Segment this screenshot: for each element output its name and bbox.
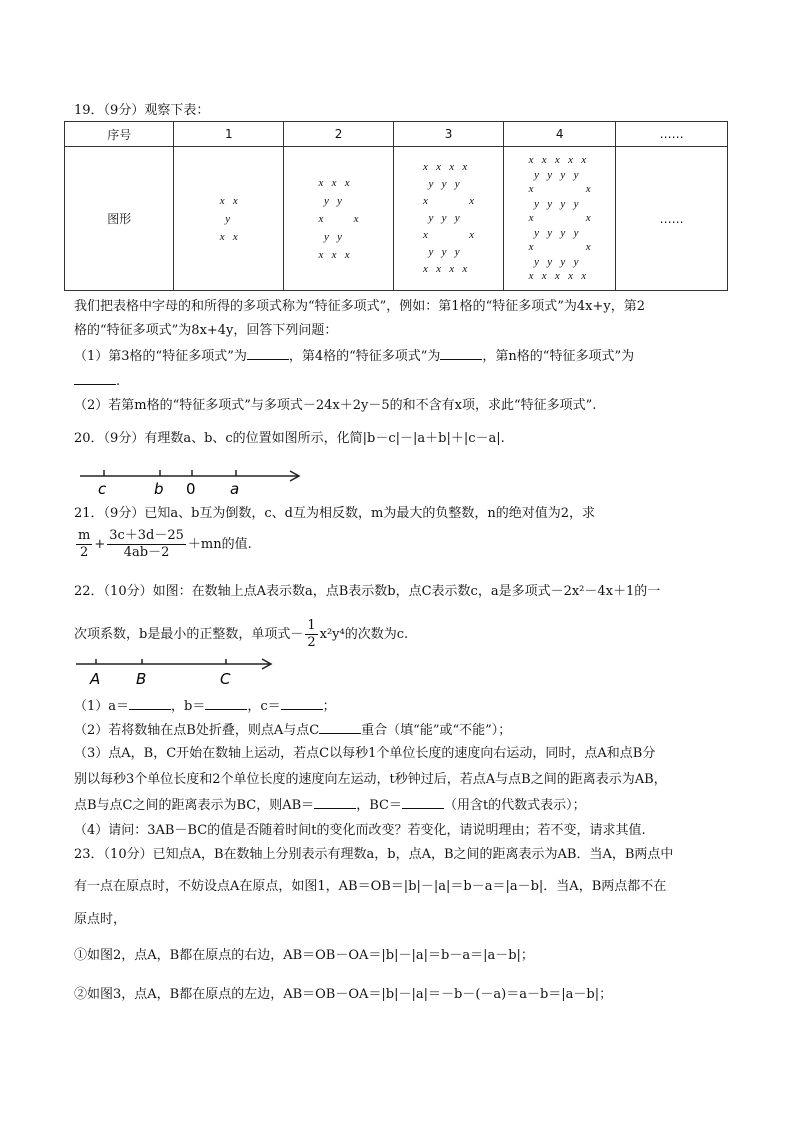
row-label: 图形 — [65, 147, 174, 291]
axis-label-c: c — [98, 480, 107, 498]
q23-line5: ②如图3，点A，B都在原点的左边，AB＝OB－OA＝|b|－|a|＝－b－(－a)＝a－b＝|a－b|； — [74, 987, 613, 1002]
answer-blank[interactable] — [281, 697, 323, 710]
fraction-main — [107, 528, 186, 561]
q22-part4: （4）请问：3AB－BC的值是否随着时间t的变化而改变？若变化，请说明理由；若不变，请求其值. — [74, 823, 646, 838]
q19-header: 19．（9分）观察下表： — [74, 103, 210, 118]
q23-line4: ①如图2，点A，B都在原点的右边，AB＝OB－OA＝|b|－|a|＝b－a＝|a－b|； — [74, 948, 534, 963]
q19-part1-cont — [74, 372, 120, 391]
q22-p1-b: ，b＝ — [171, 699, 206, 714]
answer-blank[interactable] — [402, 796, 444, 809]
q23-line1: 23．（10分）已知点A，B在数轴上分别表示有理数a，b，点A，B之间的距离表示为AB．当A，B两点中 — [74, 847, 674, 862]
q22-line2-b: x²y⁴的次数为c. — [319, 627, 409, 642]
frac-den: 2 — [80, 545, 89, 560]
pattern-3: x x x x y y y x x y y y x x y y y x x x x — [423, 161, 475, 275]
q22-part3-line2: 别以每秒3个单位长度和2个单位长度的速度向左运动，t秒钟过后，若点A与点B之间的距离表示为AB， — [74, 772, 667, 787]
q21-line1: 21．（9分）已知a、b互为倒数，c、d互为相反数，m为最大的负整数，n的绝对值为2，求 — [74, 506, 595, 521]
frac-den: 2 — [307, 635, 316, 650]
q23-line2: 有一点在原点时，不妨设点A在原点，如图1，AB＝OB＝|b|－|a|＝b－a＝|a－b|．当A，B两点都不在 — [74, 879, 667, 894]
answer-blank[interactable] — [440, 347, 482, 360]
frac-num: m — [78, 528, 91, 543]
q20-number-line — [76, 466, 306, 498]
q23-line3: 原点时， — [74, 912, 127, 927]
ellipsis-cell: …… — [616, 147, 728, 291]
q22-p3-a: 点B与点C之间的距离表示为BC，则AB＝ — [74, 798, 315, 813]
q22-line1: 22．（10分）如图：在数轴上点A表示数a，点B表示数b，点C表示数c，a是多项式－2x²－4x＋1的一 — [74, 584, 661, 599]
table-header-cell: 序号 — [65, 122, 174, 147]
q22-number-line — [74, 656, 284, 688]
table-figure-row — [65, 147, 728, 291]
answer-blank[interactable] — [314, 796, 356, 809]
q22-p2-a: （2）若将数轴在点B处折叠，则点A与点C — [74, 723, 320, 738]
table-header-cell: 3 — [393, 122, 503, 147]
q22-part3-line1: （3）点A，B，C开始在数轴上运动，若点C以每秒1个单位长度的速度向右运动，同时，点A和点B分 — [74, 746, 656, 761]
q22-p1-a: （1）a＝ — [74, 699, 130, 714]
axis-label-A: A — [90, 670, 101, 688]
q19-desc-1: 我们把表格中字母的和所得的多项式称为“特征多项式”，例如：第1格的“特征多项式”为4x+y，第2 — [74, 299, 645, 314]
plus-sign: + — [94, 537, 106, 552]
pattern-2: x x x y y x x y y x x x — [318, 176, 359, 261]
q22-part1 — [74, 697, 336, 716]
answer-blank[interactable] — [129, 697, 171, 710]
table-header-row — [65, 122, 728, 147]
q19-p1-text-a: （1）第3格的“特征多项式”为 — [74, 349, 247, 364]
fraction-half — [305, 618, 317, 651]
table-header-cell: 2 — [284, 122, 394, 147]
axis-label-0: 0 — [186, 480, 196, 498]
q20-text: 20．（9分）有理数a、b、c的位置如图所示，化简|b－c|－|a＋b|＋|c－a|. — [74, 431, 505, 446]
q22-p1-d: ； — [322, 699, 336, 714]
pattern-1: x x y x x — [219, 194, 238, 243]
q22-p1-c: ，c＝ — [247, 699, 281, 714]
frac-num: 3c＋3d－25 — [109, 528, 184, 543]
answer-blank[interactable] — [205, 697, 247, 710]
answer-blank[interactable] — [247, 347, 289, 360]
answer-blank[interactable] — [319, 721, 361, 734]
frac-den: 4ab－2 — [123, 545, 170, 560]
q22-p3-c: （用含t的代数式表示）； — [443, 798, 586, 813]
q22-line2-a: 次项系数，b是最小的正整数，单项式－ — [74, 627, 304, 642]
fraction-m-over-2 — [76, 528, 92, 561]
axis-label-B: B — [136, 670, 147, 688]
frac-num: 1 — [307, 618, 316, 633]
q19-p1-text-c: ，第n格的“特征多项式”为 — [482, 349, 635, 364]
q19-part2: （2）若第m格的“特征多项式”与多项式－24x＋2y－5的和不含有x项，求此“特征多项式”. — [74, 398, 597, 413]
table-header-cell: …… — [616, 122, 728, 147]
q22-line2 — [74, 618, 408, 652]
table-header-cell: 1 — [174, 122, 284, 147]
q21-expression — [74, 528, 252, 562]
q19-p1-text-b: ，第4格的“特征多项式”为 — [288, 349, 441, 364]
axis-label-b: b — [154, 480, 164, 498]
q22-part3-line3 — [74, 796, 586, 815]
pattern-4: x x x x x y y y y x x y y y y x x y y y y x x y y y y x x x x x — [528, 154, 591, 283]
q22-p2-b: 重合（填“能”或“不能”）； — [361, 723, 512, 738]
axis-label-C: C — [220, 670, 231, 688]
q21-tail: ＋mn的值. — [187, 537, 252, 552]
q22-part2 — [74, 721, 511, 740]
axis-label-a: a — [230, 480, 240, 498]
pattern-table — [64, 121, 728, 291]
q19-desc-2: 格的“特征多项式”为8x+4y，回答下列问题： — [74, 323, 338, 338]
q19-p1-text-d: . — [116, 374, 121, 389]
q22-p3-b: ，BC＝ — [356, 798, 402, 813]
table-header-cell: 4 — [504, 122, 616, 147]
q19-part1 — [74, 347, 634, 366]
answer-blank[interactable] — [74, 372, 116, 385]
